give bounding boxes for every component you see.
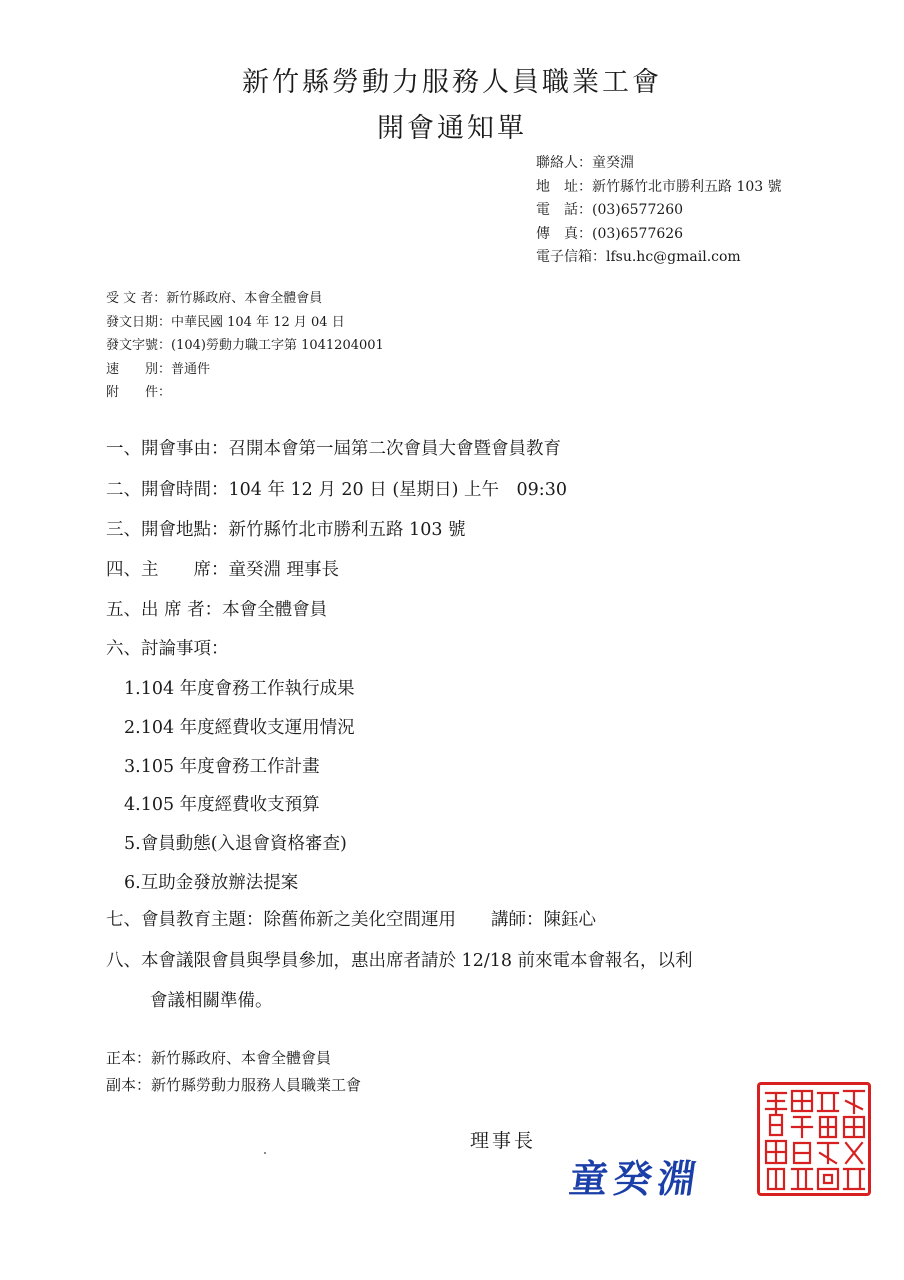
attachment-label: 附 件： bbox=[106, 385, 172, 400]
discussion-item: 5.會員動態(入退會資格審查) bbox=[124, 834, 347, 854]
union-seal-stamp bbox=[757, 1082, 871, 1196]
speed-row bbox=[106, 358, 384, 382]
item-discussion: 六、討論事項： bbox=[106, 639, 229, 659]
original-recipients: 正本：新竹縣政府、本會全體會員 bbox=[106, 1049, 332, 1067]
seal-glyphs-icon bbox=[760, 1085, 868, 1193]
item-attendees: 五、出 席 者：本會全體會員 bbox=[106, 600, 328, 620]
contact-address: 地 址：新竹縣竹北市勝利五路 103 號 bbox=[536, 178, 782, 195]
discussion-item: 2.104 年度經費收支運用情況 bbox=[124, 718, 355, 738]
item-chair: 四、主 席：童癸淵 理事長 bbox=[106, 560, 340, 580]
discussion-item: 4.105 年度經費收支預算 bbox=[124, 795, 320, 815]
doc-number: 發文字號：(104)勞動力職工字第 1041204001 bbox=[106, 338, 384, 353]
contact-email: 電子信箱：lfsu.hc@gmail.com bbox=[536, 249, 741, 265]
chair-title: 理事長 bbox=[470, 1130, 537, 1152]
discussion-item: 3.105 年度會務工作計畫 bbox=[124, 757, 320, 777]
scan-speck bbox=[264, 1152, 266, 1154]
contact-block bbox=[536, 152, 782, 270]
item-registration-note: 八、本會議限會員與學員參加，惠出席者請於 12/18 前來電本會報名，以利 bbox=[106, 951, 693, 971]
speed-label: 速 別： bbox=[106, 361, 172, 377]
copies-block bbox=[106, 1045, 361, 1099]
item-time: 二、開會時間：104 年 12 月 20 日 (星期日) 上午 09:30 bbox=[106, 480, 567, 500]
item-location: 三、開會地點：新竹縣竹北市勝利五路 103 號 bbox=[106, 520, 466, 540]
item-reason: 一、開會事由：召開本會第一屆第二次會員大會暨會員教育 bbox=[106, 439, 561, 459]
org-name-title: 新竹縣勞動力服務人員職業工會 bbox=[242, 67, 662, 98]
contact-phone: 電 話：(03)6577260 bbox=[536, 202, 684, 218]
item-registration-note-cont: 會議相關準備。 bbox=[150, 991, 273, 1011]
issue-date: 發文日期：中華民國 104 年 12 月 04 日 bbox=[106, 314, 345, 330]
discussion-item: 1.104 年度會務工作執行成果 bbox=[124, 679, 355, 699]
contact-fax: 傳 真：(03)6577626 bbox=[536, 225, 684, 242]
item-education-topic: 七、會員教育主題：除舊佈新之美化空間運用 講師：陳鈺心 bbox=[106, 910, 596, 930]
contact-person: 聯絡人：童癸淵 bbox=[536, 155, 634, 171]
attachment-row bbox=[106, 381, 384, 405]
duplicate-recipients: 副本：新竹縣勞動力服務人員職業工會 bbox=[106, 1076, 362, 1094]
document-meta bbox=[106, 287, 384, 405]
speed-value: 普通件 bbox=[171, 361, 211, 377]
chair-signature: 童癸淵 bbox=[566, 1156, 706, 1201]
recipient: 受 文 者：新竹縣政府、本會全體會員 bbox=[106, 291, 323, 306]
discussion-item: 6.互助金發放辦法提案 bbox=[124, 873, 299, 893]
document-title: 開會通知單 bbox=[377, 113, 527, 144]
